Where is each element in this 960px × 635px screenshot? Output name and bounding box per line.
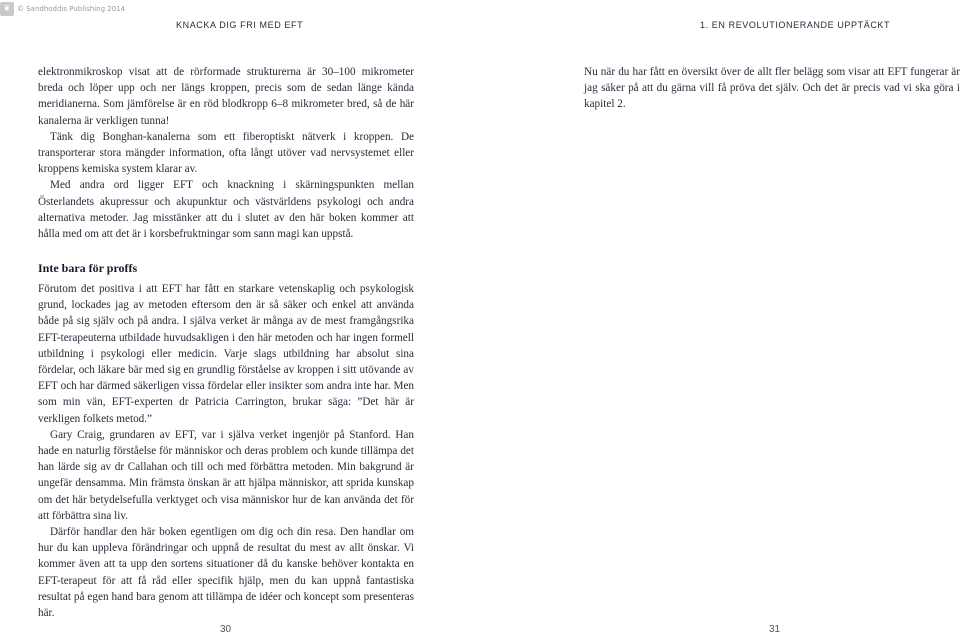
paragraph: Tänk dig Bonghan-kanalerna som ett fiberoptiskt nätverk i kroppen. De transporterar stora mängder information, ofta långt utöver vad nervsystemet eller kroppens kemiska system klarar av.: [38, 130, 414, 176]
paragraph: elektronmikroskop visat att de rörformade strukturerna är 30–100 mikrometer breda och löper upp och ner längs kroppen, precis som de sedan länge kända meridianerna. Som jämförelse är en röd blodkropp 6–8 mikrometer bred, så de här kanalerna är verkligen tunna!: [38, 66, 414, 127]
running-head-left: KNACKA DIG FRI MED EFT: [176, 20, 304, 30]
section-heading: Inte bara för proffs: [38, 261, 138, 275]
paragraph: Gary Craig, grundaren av EFT, var i själva verket ingenjör på Stanford. Han hade en naturlig förståelse för människor och deras problem och kunde tillämpa det han lärde sig av dr Callahan och till och med förbättra metoden. Min bakgrund är ungefär densamma. Min främsta önskan är att hjälpa människor, att sprida kunskap om det här betydelsefulla verktyget och visa människor hur de kan använda det för att förbättra sina liv.: [38, 428, 414, 522]
paragraph: Med andra ord ligger EFT och knackning i skärningspunkten mellan Österlandets akupressur och akupunktur och västvärldens psykologi och andra alternativa metoder. Jag misstänker att du i slutet av den här boken kommer att hålla med om att det är i korsbefruktningar som sann magi kan uppstå.: [38, 179, 414, 241]
paragraph: Nu när du har fått en översikt över de allt fler belägg som visar att EFT fungerar är jag säker på att du gärna vill få pröva det själv. Och det är precis vad vi ska göra i kapitel 2.: [584, 66, 960, 111]
page-number-right: 31: [769, 624, 781, 635]
publisher-logo-text: © Sandhoddis Publishing 2014: [17, 5, 126, 13]
publisher-logo-icon: ❦: [0, 2, 14, 16]
paragraph: Förutom det positiva i att EFT har fått en starkare vetenskaplig och psykologisk grund, lockades jag av metoden eftersom den är så säker och enkel att använda både på sig själv och på andra. I själva verket är många av de mest framgångsrika EFT-terapeuterna utbildade huvudsakligen i den här metoden och har ingen formell utbildning i psykologi eller medicin. Varje slags utbildning har absolut sina fördelar, och läkare bär med sig en grundlig förståelse av kroppen i sitt utövande av EFT och har därmed säkerligen vissa fördelar eller insikter som andra inte har. Men som min vän, EFT-experten dr Patricia Carrington, brukar säga: ”Det här är verkligen folkets metod.”: [38, 283, 414, 425]
right-page-text: [584, 64, 960, 113]
left-page-top-text: [38, 64, 414, 242]
publisher-logo: [0, 2, 125, 16]
paragraph: Därför handlar den här boken egentligen om dig och din resa. Den handlar om hur du kan uppleva förändringar och uppnå de resultat du mest av allt önskar. Vi kommer även att ta upp den sortens situationer då du kanske behöver kontakta en EFT-terapeut för att få råd eller specifik hjälp, men du kan uppnå fantastiska resultat på egen hand bara genom att tillämpa de idéer och koncept som presenteras här.: [38, 526, 414, 620]
running-head-right: 1. EN REVOLUTIONERANDE UPPTÄCKT: [700, 20, 891, 30]
left-page-section: [38, 260, 414, 621]
page-number-left: 30: [220, 624, 232, 635]
